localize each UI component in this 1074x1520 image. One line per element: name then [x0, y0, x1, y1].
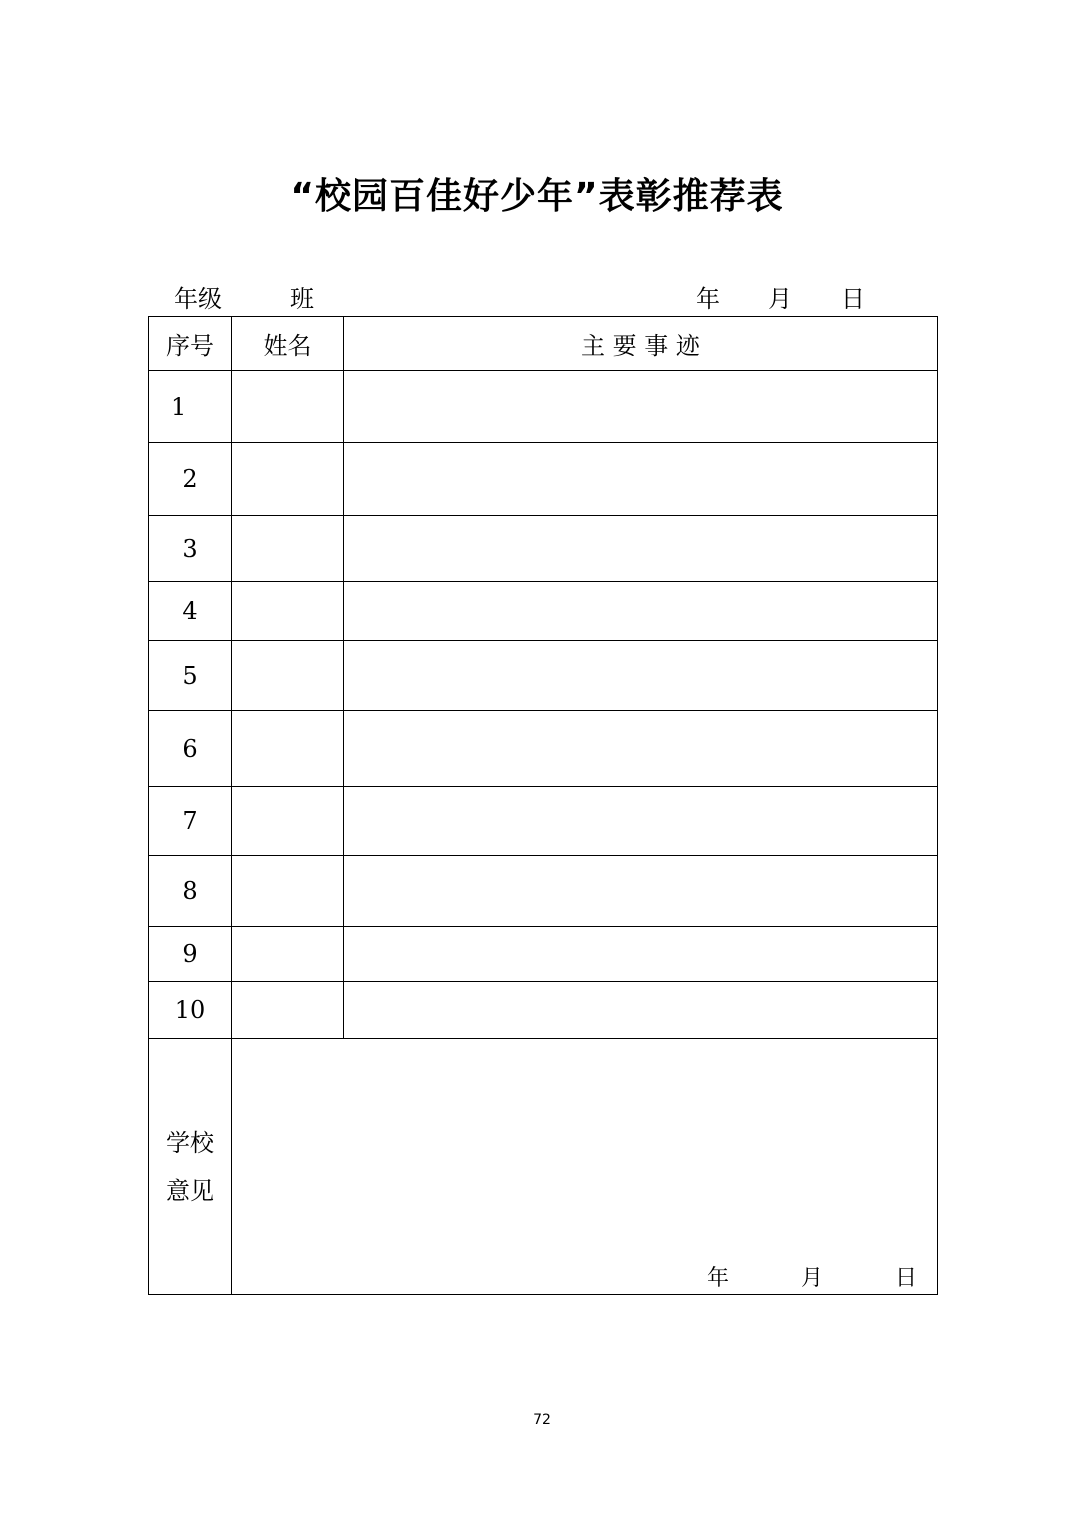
- deeds-cell[interactable]: [344, 443, 938, 516]
- row-number: 7: [149, 787, 232, 856]
- class-label: 班: [290, 285, 314, 313]
- school-opinion-label-cell: [149, 1039, 232, 1295]
- recommendation-table: [148, 316, 938, 1295]
- school-opinion-label-line2: 意见: [166, 1176, 214, 1205]
- deeds-cell[interactable]: [344, 856, 938, 927]
- table-row: [149, 982, 938, 1039]
- row-number: 8: [149, 856, 232, 927]
- name-cell[interactable]: [232, 927, 344, 982]
- opinion-day-label: 日: [895, 1266, 918, 1291]
- header-deeds: 主 要 事 迹: [344, 317, 938, 371]
- deeds-cell[interactable]: [344, 582, 938, 641]
- deeds-cell[interactable]: [344, 371, 938, 443]
- table-row: [149, 641, 938, 711]
- table-row: [149, 516, 938, 582]
- opinion-year-label: 年: [707, 1266, 730, 1291]
- row-number: 9: [149, 927, 232, 982]
- row-number: 4: [149, 582, 232, 641]
- page-number: 72: [533, 1412, 551, 1428]
- grade-label: 年级: [174, 285, 222, 313]
- table-header-row: [149, 317, 938, 371]
- header-no: 序号: [149, 317, 232, 371]
- name-cell[interactable]: [232, 516, 344, 582]
- form-title: “校园百佳好少年”表彰推荐表: [290, 176, 784, 217]
- opinion-date: [707, 1261, 917, 1292]
- school-opinion-field[interactable]: [232, 1039, 938, 1295]
- name-cell[interactable]: [232, 982, 344, 1039]
- name-cell[interactable]: [232, 371, 344, 443]
- date-month-label: 月: [768, 285, 792, 313]
- table-row: [149, 856, 938, 927]
- table-row: [149, 443, 938, 516]
- name-cell[interactable]: [232, 787, 344, 856]
- school-opinion-label-line1: 学校: [166, 1128, 214, 1157]
- date-day-label: 日: [841, 285, 865, 313]
- school-opinion-row: [149, 1039, 938, 1295]
- row-number: 3: [149, 516, 232, 582]
- row-number: 2: [149, 443, 232, 516]
- deeds-cell[interactable]: [344, 982, 938, 1039]
- table-row: [149, 582, 938, 641]
- row-number: 5: [149, 641, 232, 711]
- table-row: [149, 927, 938, 982]
- deeds-cell[interactable]: [344, 641, 938, 711]
- name-cell[interactable]: [232, 582, 344, 641]
- row-number: 1: [149, 371, 232, 443]
- deeds-cell[interactable]: [344, 516, 938, 582]
- deeds-cell[interactable]: [344, 711, 938, 787]
- name-cell[interactable]: [232, 641, 344, 711]
- table-row: [149, 371, 938, 443]
- opinion-month-label: 月: [801, 1266, 824, 1291]
- date-year-label: 年: [696, 285, 720, 313]
- name-cell[interactable]: [232, 711, 344, 787]
- table-row: [149, 787, 938, 856]
- deeds-cell[interactable]: [344, 927, 938, 982]
- table-row: [149, 711, 938, 787]
- row-number: 10: [149, 982, 232, 1039]
- deeds-cell[interactable]: [344, 787, 938, 856]
- name-cell[interactable]: [232, 443, 344, 516]
- header-name: 姓名: [232, 317, 344, 371]
- row-number: 6: [149, 711, 232, 787]
- name-cell[interactable]: [232, 856, 344, 927]
